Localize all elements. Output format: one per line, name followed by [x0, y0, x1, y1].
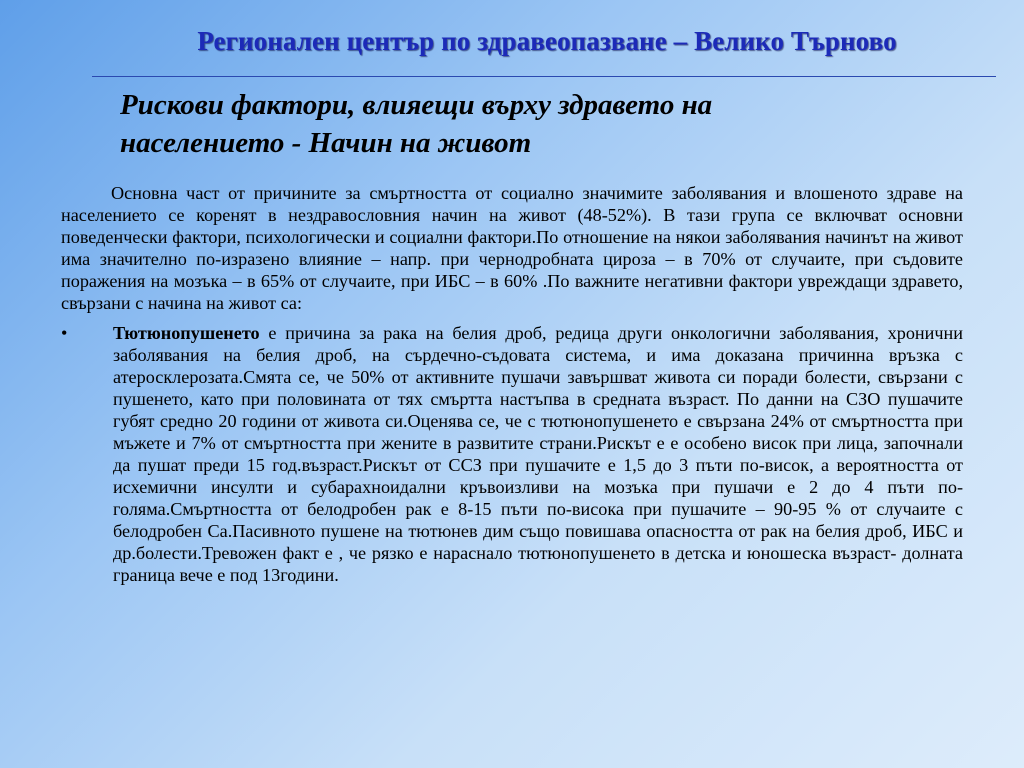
body-text — [61, 182, 963, 586]
section-title — [120, 86, 900, 162]
section-title-line-2: населението - Начин на живот — [120, 127, 532, 159]
bullet-content — [113, 322, 963, 586]
header-divider — [92, 76, 996, 77]
section-title-line-1: Рискови фактори, влияещи върху здравето на — [120, 89, 713, 121]
intro-paragraph: Основна част от причините за смъртността от социално значимите заболявания и влошеното здраве на населението се коренят в нездравословния начин на живот (48-52%). В тази група се включват основни поведенчески фактори, психологически и социални фактори.По отношение на някои заболявания начинът на живот има значително по-изразено влияние – напр. при чернодробната цироза – в 70% от случаите, при съдовите поражения на мозъка – в 65% от случаите, при ИБС – в 60% .По важните негативни фактори увреждащи здравето, свързани с начина на живот са: — [61, 183, 963, 313]
bullet-paragraph-smoking — [61, 322, 963, 586]
bullet-term: Тютюнопушенето — [113, 323, 260, 343]
bullet-text: е причина за рака на белия дроб, редица други онкологични заболявания, хронични заболявания на белия дроб, на сърдечно-съдовата система, и има доказана причинна връзка с атеросклерозата.Смята се, че 50% от активните пушачи завършват живота си поради болести, свързани с пушенето, като при половината от тях смъртта настъпва в средната възраст. По данни на СЗО пушачите губят средно 20 години от живота си.Оценява се, че с тютюнопушенето е свързана 24% от смъртността при мъжете и 7% от смъртността при жените в развитите страни.Рискът е е особено висок при лица, започнали да пушат преди 15 год.възраст.Рискът от ССЗ при пушачите е 1,5 до 3 пъти по-висок, а вероятността от исхемични инсулти и субарахноидални кръвоизливи на мозъка при пушачи е 2 до 4 пъти по-голяма.Смъртността от белодробен рак е 8-15 пъти по-висока при пушачите – 90-95 % от случаите с белодробен Са.Пасивното пушене на тютюнев дим също повишава опасността от рак на белия дроб, ИБС и др.болести.Тревожен факт е , че рязко е нараснало тютюнопушенето в детска и юношеска възраст- долната граница вече е под 13години. — [113, 323, 963, 585]
bullet-icon: • — [61, 323, 68, 343]
slide-header — [0, 26, 1024, 57]
organization-title: Регионален център по здравеопазване – Велико Търново — [197, 26, 897, 56]
